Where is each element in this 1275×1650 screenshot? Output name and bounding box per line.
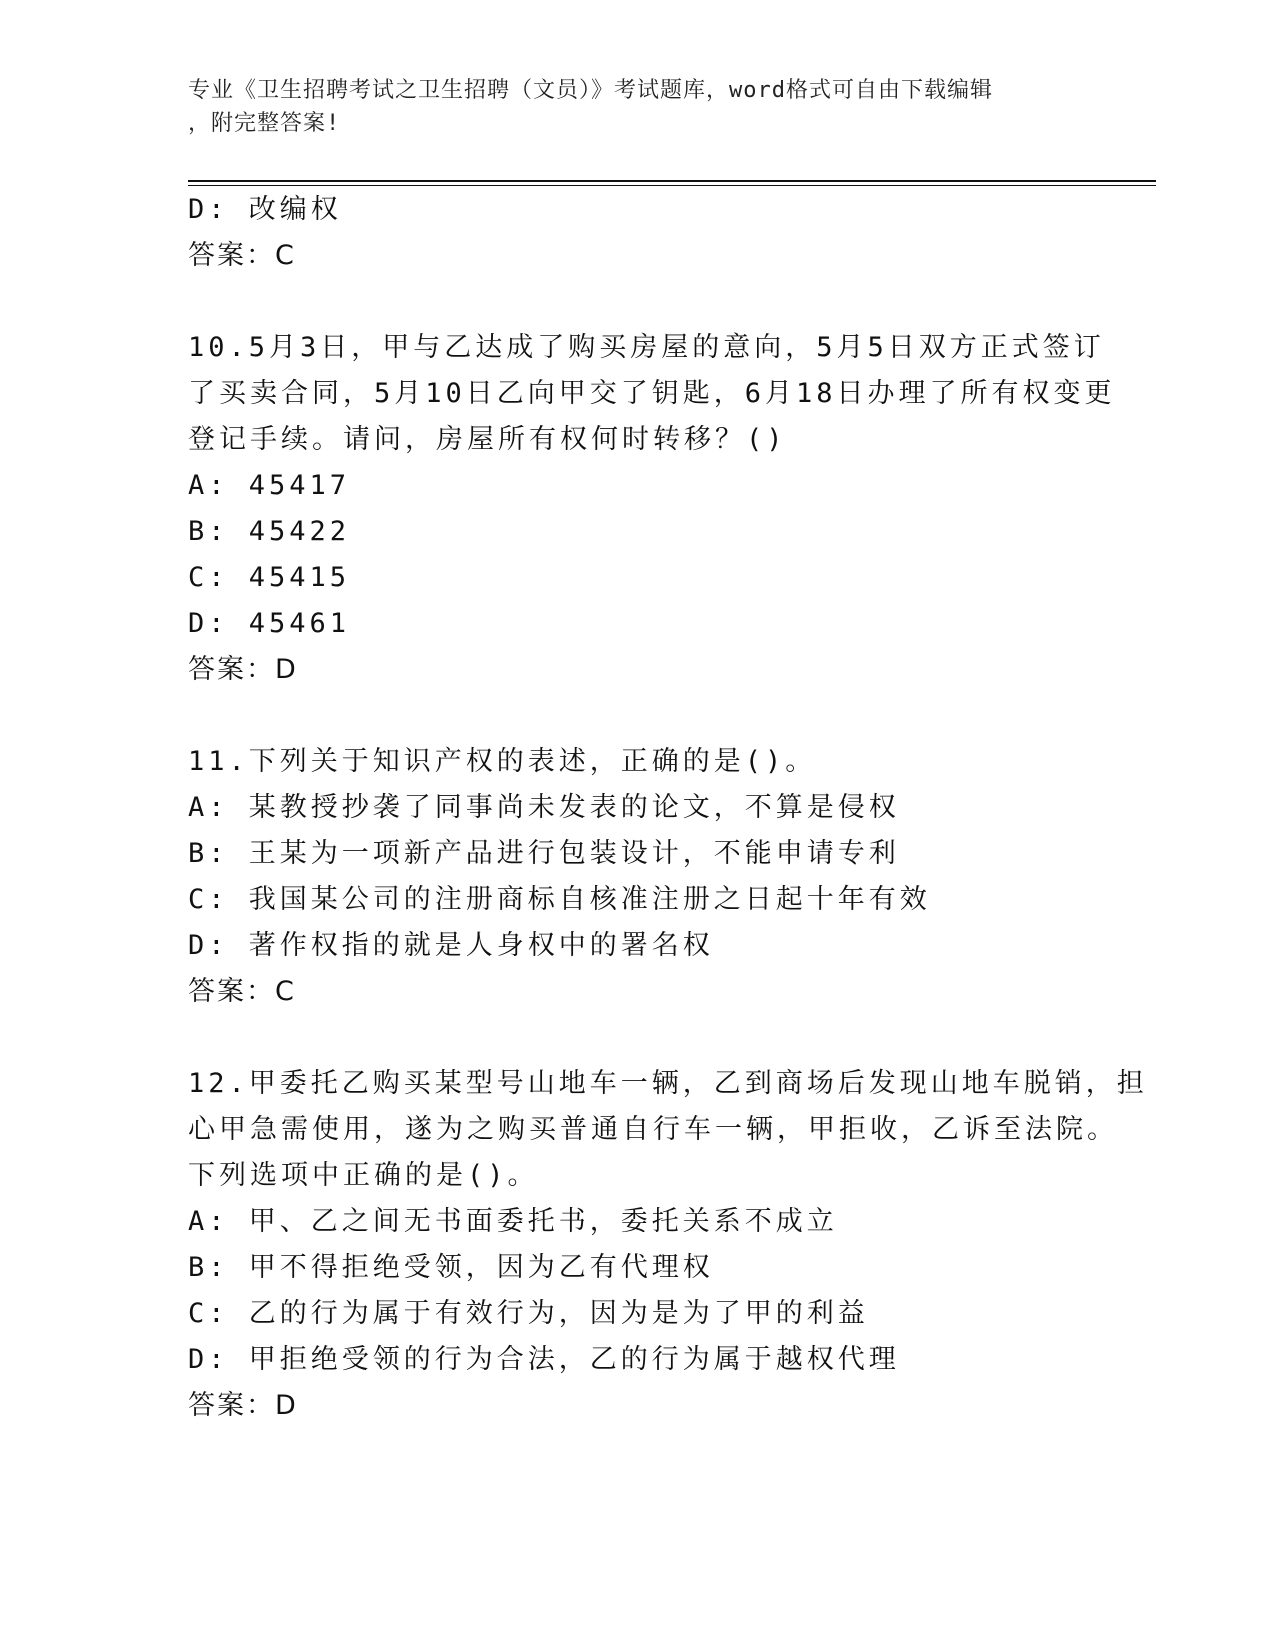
question-stem-line: 12.甲委托乙购买某型号山地车一辆，乙到商场后发现山地车脱销，担 bbox=[188, 1068, 1148, 1099]
spacer bbox=[188, 279, 1128, 325]
question-stem-line: 下列选项中正确的是()。 bbox=[188, 1160, 539, 1191]
question-stem-line: 10.5月3日，甲与乙达成了购买房屋的意向，5月5日双方正式签订 bbox=[188, 332, 1105, 363]
header-line-1: 专业《卫生招聘考试之卫生招聘（文员）》考试题库，word格式可自由下载编辑 bbox=[188, 78, 993, 103]
option-d: D: 著作权指的就是人身权中的署名权 bbox=[188, 930, 714, 961]
spacer bbox=[188, 1015, 1128, 1061]
option-b: B: 王某为一项新产品进行包装设计，不能申请专利 bbox=[188, 838, 900, 869]
option-a: A: 甲、乙之间无书面委托书，委托关系不成立 bbox=[188, 1206, 838, 1237]
answer: 答案：D bbox=[188, 654, 298, 685]
header-divider-thick bbox=[188, 180, 1156, 182]
option-c: C: 45415 bbox=[188, 562, 351, 593]
document-header bbox=[188, 74, 1088, 140]
question-11 bbox=[188, 739, 1128, 1015]
option-b: B: 45422 bbox=[188, 516, 351, 547]
header-line-2: ，附完整答案! bbox=[188, 111, 341, 136]
header-divider-thin bbox=[188, 185, 1156, 186]
option-c: C: 我国某公司的注册商标自核准注册之日起十年有效 bbox=[188, 884, 931, 915]
answer: 答案：D bbox=[188, 1390, 298, 1421]
question-stem-line: 了买卖合同，5月10日乙向甲交了钥匙，6月18日办理了所有权变更 bbox=[188, 378, 1116, 409]
option-a: A: 45417 bbox=[188, 470, 351, 501]
carryover-answer: 答案：C bbox=[188, 240, 296, 271]
question-stem-line: 登记手续。请问，房屋所有权何时转移？() bbox=[188, 424, 787, 455]
option-d: D: 45461 bbox=[188, 608, 351, 639]
question-stem-line: 11.下列关于知识产权的表述，正确的是()。 bbox=[188, 746, 817, 777]
question-stem-line: 心甲急需使用，遂为之购买普通自行车一辆，甲拒收，乙诉至法院。 bbox=[188, 1114, 1118, 1145]
question-12 bbox=[188, 1061, 1148, 1429]
carryover-option-d: D: 改编权 bbox=[188, 194, 342, 225]
question-10 bbox=[188, 325, 1128, 693]
option-a: A: 某教授抄袭了同事尚未发表的论文，不算是侵权 bbox=[188, 792, 900, 823]
answer: 答案：C bbox=[188, 976, 296, 1007]
option-d: D: 甲拒绝受领的行为合法，乙的行为属于越权代理 bbox=[188, 1344, 900, 1375]
document-body bbox=[188, 187, 1148, 1429]
option-b: B: 甲不得拒绝受领，因为乙有代理权 bbox=[188, 1252, 714, 1283]
spacer bbox=[188, 693, 1128, 739]
option-c: C: 乙的行为属于有效行为，因为是为了甲的利益 bbox=[188, 1298, 869, 1329]
